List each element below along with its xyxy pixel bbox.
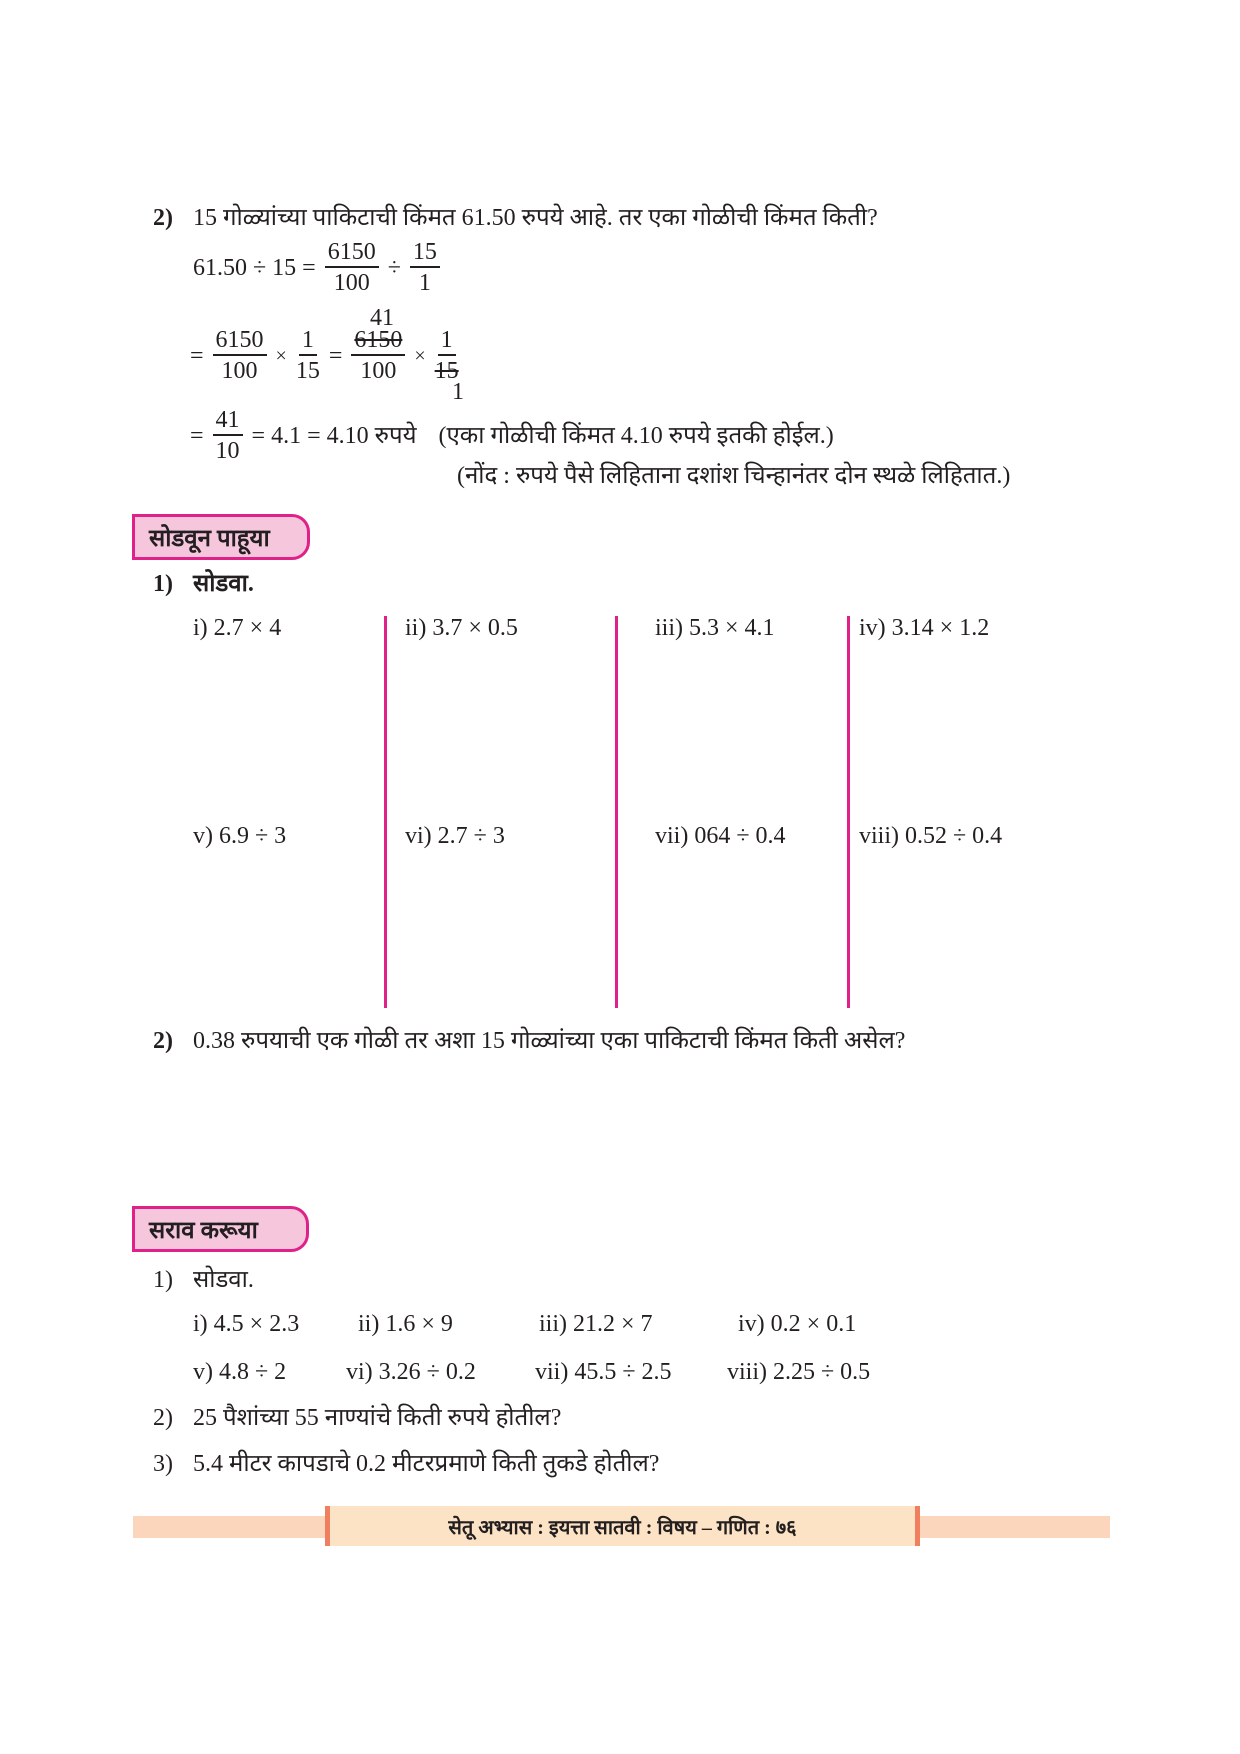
try-item: iii) 5.3 × 4.1 [655,615,775,641]
practice-item: iii) 21.2 × 7 [539,1311,653,1337]
try-q2-number: 2) [153,1028,173,1054]
practice-q3-text: 5.4 मीटर कापडाचे 0.2 मीटरप्रमाणे किती तुकडे होतील? [193,1451,660,1477]
try-item: vii) 064 ÷ 0.4 [655,823,786,849]
footer [325,1506,920,1546]
practice-item: iv) 0.2 × 0.1 [738,1311,857,1337]
equation-line-2 [190,328,462,383]
equals-sign: = [190,422,204,449]
numerator: 1 [299,328,317,356]
fraction-cancelled [351,328,405,383]
example-number: 2) [153,205,173,231]
fraction [325,240,379,295]
equation-line-1 [193,240,443,295]
numerator: 41 [213,408,243,436]
denominator: 10 [215,438,240,464]
column-divider [615,616,618,1008]
equation-line-3 [190,408,834,463]
numerator: 6150 [213,328,267,356]
note: (नोंद : रुपये पैसे लिहिताना दशांश चिन्हानंतर दोन स्थळे लिहितात.) [457,463,1011,489]
denominator: 100 [360,358,397,384]
fraction [410,240,440,295]
numerator: 6150 [351,328,405,356]
practice-q2-text: 25 पैशांच्या 55 नाण्यांचे किती रुपये होतील? [193,1405,562,1431]
practice-item: vi) 3.26 ÷ 0.2 [346,1359,476,1385]
practice-q2-number: 2) [153,1405,173,1431]
column-divider [847,616,850,1008]
numerator: 15 [410,240,440,268]
cancel-quotient: 41 [370,305,394,331]
numerator: 6150 [325,240,379,268]
practice-q1-title: सोडवा. [193,1267,254,1293]
try-q1-number: 1) [153,571,173,597]
footer-text: सेतू अभ्यास : इयत्ता सातवी : विषय – गणित : ७६ [448,1516,797,1539]
equation-lhs: 61.50 ÷ 15 = [193,254,316,281]
try-item: viii) 0.52 ÷ 0.4 [859,823,1003,849]
denominator: 15 [295,358,320,384]
numerator: 1 [438,328,456,356]
section-tag-try: सोडवून पाहूया [132,514,310,560]
equals-sign: = [190,342,204,369]
try-item: vi) 2.7 ÷ 3 [405,823,505,849]
practice-item: ii) 1.6 × 9 [358,1311,453,1337]
fraction-cancelled [435,328,459,383]
section-tag-practice: सराव करूया [132,1206,309,1252]
practice-q1-number: 1) [153,1267,173,1293]
example-question: 15 गोळ्यांच्या पाकिटाची किंमत 61.50 रुपये आहे. तर एका गोळीची किंमत किती? [193,205,878,231]
denominator: 1 [418,270,431,296]
fraction [296,328,320,383]
try-item: ii) 3.7 × 0.5 [405,615,518,641]
column-divider [384,616,387,1008]
practice-item: i) 4.5 × 2.3 [193,1311,300,1337]
equals-sign: = [328,342,343,369]
try-q2-text: 0.38 रुपयाची एक गोळी तर अशा 15 गोळ्यांच्या एका पाकिटाची किंमत किती असेल? [193,1028,906,1054]
practice-item: viii) 2.25 ÷ 0.5 [727,1359,871,1385]
divide-sign: ÷ [387,254,401,281]
times-sign: × [275,344,287,367]
denominator: 100 [221,358,258,384]
result-note: (एका गोळीची किंमत 4.10 रुपये इतकी होईल.) [438,422,834,449]
try-item: v) 6.9 ÷ 3 [193,823,287,849]
try-item: iv) 3.14 × 1.2 [859,615,990,641]
fraction [213,328,267,383]
practice-item: vii) 45.5 ÷ 2.5 [535,1359,672,1385]
denominator: 100 [333,270,370,296]
cancel-quotient: 1 [452,379,464,405]
fraction [213,408,243,463]
denominator: 15 [434,358,459,384]
practice-q3-number: 3) [153,1451,173,1477]
result: = 4.1 = 4.10 रुपये [251,422,417,449]
try-item: i) 2.7 × 4 [193,615,282,641]
times-sign: × [414,344,426,367]
try-q1-title: सोडवा. [193,571,254,597]
practice-item: v) 4.8 ÷ 2 [193,1359,287,1385]
